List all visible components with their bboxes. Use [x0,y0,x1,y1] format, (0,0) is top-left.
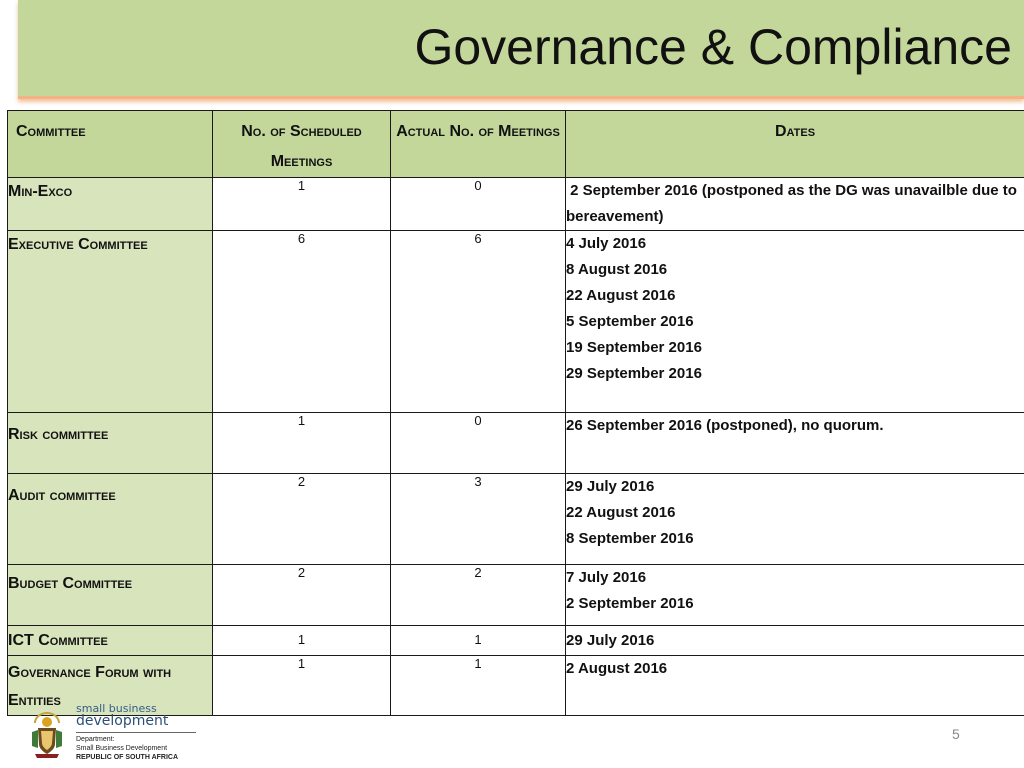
scheduled-count: 6 [213,231,391,413]
dates-cell [566,413,1024,474]
header-committee: Committee [8,111,213,178]
committee-name: Governance Forum with Entities [8,656,213,716]
date-entry: 29 July 2016 [566,478,655,495]
dates-cell [566,178,1024,231]
logo-dept-line: Small Business Development [76,745,168,752]
date-entry: 22 August 2016 [566,287,676,304]
table-row [8,565,1024,626]
actual-count: 1 [391,656,566,716]
committee-name: Risk committee [8,413,213,474]
dates-cell [566,231,1024,413]
actual-count: 1 [391,626,566,656]
header-scheduled-meetings: No. of Scheduled Meetings [213,111,391,178]
logo-dept-line: REPUBLIC OF SOUTH AFRICA [76,754,179,761]
date-entry: 2 August 2016 [566,660,668,677]
scheduled-count: 1 [213,178,391,231]
committee-name: Budget Committee [8,565,213,626]
table-row [8,626,1024,656]
header-actual-meetings: Actual No. of Meetings [391,111,566,178]
logo-dept-line: Department: [76,736,115,743]
title-banner [18,0,1024,99]
actual-count: 2 [391,565,566,626]
date-entry: 4 July 2016 [566,235,647,252]
committee-name: ICT Committee [8,626,213,656]
logo-text-development: development [76,713,169,729]
scheduled-count: 2 [213,565,391,626]
date-entry: 2 September 2016 [566,595,694,612]
scheduled-count: 1 [213,656,391,716]
date-entry: 5 September 2016 [566,313,694,330]
scheduled-count: 1 [213,626,391,656]
header-dates: Dates [566,111,1024,178]
committee-name: Min-Exco [8,178,213,231]
page-number: 5 [952,726,960,742]
date-entry: 29 July 2016 [566,632,655,649]
committee-name: Executive Committee [8,231,213,413]
dates-cell [566,474,1024,565]
logo-text-small-business: small business [76,702,157,715]
table-row [8,413,1024,474]
department-logo [28,702,188,762]
table-header-row [8,111,1024,178]
actual-count: 0 [391,178,566,231]
table-row [8,656,1024,716]
table-row [8,474,1024,565]
scheduled-count: 1 [213,413,391,474]
coat-of-arms-icon [28,708,66,760]
table-row [8,231,1024,413]
table-row [8,178,1024,231]
date-entry: 7 July 2016 [566,569,647,586]
actual-count: 0 [391,413,566,474]
slide-title: Governance & Compliance [414,19,1012,75]
date-entry: 8 August 2016 [566,261,668,278]
actual-count: 3 [391,474,566,565]
committee-name: Audit committee [8,474,213,565]
date-entry: 19 September 2016 [566,339,702,356]
dates-cell [566,656,1024,716]
date-entry: 2 September 2016 (postponed as the DG was unavailble due to bereavement) [566,182,1022,225]
scheduled-count: 2 [213,474,391,565]
date-entry: 26 September 2016 (postponed), no quorum. [566,417,884,434]
date-entry: 8 September 2016 [566,530,694,547]
logo-department-text [76,735,178,762]
governance-table [7,110,1024,716]
dates-cell [566,565,1024,626]
date-entry: 29 September 2016 [566,365,702,382]
logo-divider [76,732,196,733]
actual-count: 6 [391,231,566,413]
date-entry: 22 August 2016 [566,504,676,521]
dates-cell [566,626,1024,656]
